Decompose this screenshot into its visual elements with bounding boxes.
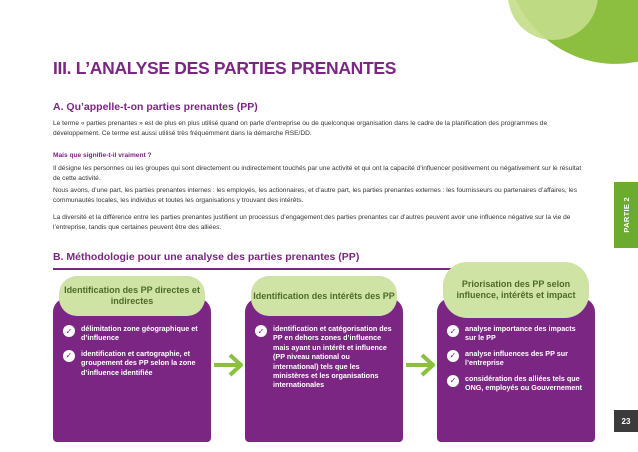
page-number: 23 xyxy=(614,410,638,432)
arrow-right-icon xyxy=(404,352,436,378)
check-icon: ✓ xyxy=(63,325,75,337)
list-item: ✓ analyse influences des PP sur l’entreprise xyxy=(447,349,587,368)
question-heading: Mais que signifie-t-il vraiment ? xyxy=(53,152,152,159)
check-icon: ✓ xyxy=(447,375,459,387)
list-item: ✓ considération des alliées tels que ONG, employés ou Gouvernement xyxy=(447,374,587,393)
list-item: ✓ identification et cartographie, et groupement des PP selon la zone d’influence identifiée xyxy=(63,349,203,377)
step-title: Identification des intérêts des PP xyxy=(251,276,397,316)
paragraph: Nous avons, d’une part, les parties prenantes internes : les employés, les actionnaires, et d’autre part, les parties prenantes externes : les fournisseurs ou partenaires d’affaires, les communautés locales, les individus et toutes les organisations y trouvant des intérêts. xyxy=(53,187,577,204)
method-step-2 xyxy=(245,276,403,442)
method-step-1 xyxy=(53,276,211,442)
list-item: ✓ identification et catégorisation des PP en dehors zones d’influence mais ayant un intérêt et influence (PP niveau national ou international) tels que les ministères et les organisations internationales xyxy=(255,324,395,390)
paragraph: Il désigne les personnes ou les groupes qui sont directement ou indirectement touchés par une activité et qui ont la capacité d’influencer positivement ou négativement sur le résultat de cette activité. xyxy=(53,165,582,182)
step-title: Priorisation des PP selon influence, intérêts et impact xyxy=(443,262,589,318)
method-step-3 xyxy=(437,276,595,442)
arrow-right-icon xyxy=(212,352,244,378)
section-tab-label: PARTIE 2 xyxy=(621,197,631,233)
step-title: Identification des PP directes et indirectes xyxy=(59,276,205,316)
section-a-heading: A. Qu’appelle-t-on parties prenantes (PP) xyxy=(53,101,258,113)
check-icon: ✓ xyxy=(447,350,459,362)
check-icon: ✓ xyxy=(63,350,75,362)
list-item: ✓ délimitation zone géographique et d’influence xyxy=(63,324,203,343)
list-item: ✓ analyse importance des impacts sur le PP xyxy=(447,324,587,343)
check-icon: ✓ xyxy=(255,325,267,337)
section-tab xyxy=(614,182,638,248)
paragraph: Le terme « parties prenantes » est de plus en plus utilisé quand on parle d’entreprise ou de quelconque organisation dans le cadre de la planification des programmes de développement. Ce terme est aussi utilisé très fréquemment dans la démarche RSE/DD. xyxy=(53,120,548,137)
paragraph: La diversité et la différence entre les parties prenantes justifient un processus d’engagement des parties prenantes car d’autres peuvent avoir une influence négative sur la vie de l’entreprise, tandis que certaines peuvent être des alliées. xyxy=(53,214,571,231)
section-b-heading: B. Méthodologie pour une analyse des parties prenantes (PP) xyxy=(53,251,360,263)
check-icon: ✓ xyxy=(447,325,459,337)
page-title: III. L’ANALYSE DES PARTIES PRENANTES xyxy=(53,58,397,78)
